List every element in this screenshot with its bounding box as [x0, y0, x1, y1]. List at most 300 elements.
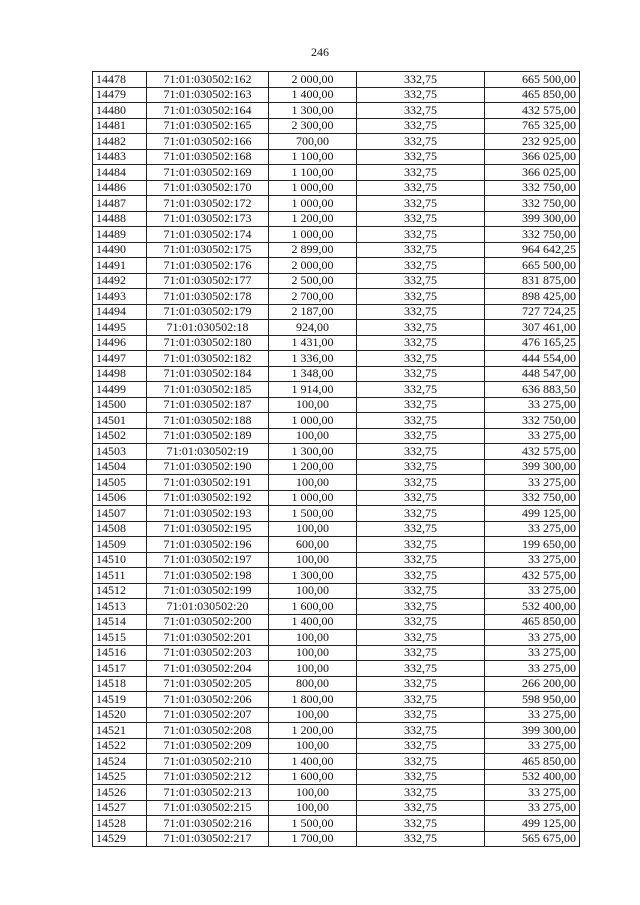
specific-value-cell: 332,75: [357, 320, 485, 336]
cadastral-value-cell: 465 850,00: [485, 614, 580, 630]
specific-value-cell: 332,75: [357, 459, 485, 475]
specific-value-cell: 332,75: [357, 444, 485, 460]
cadastral-number-cell: 71:01:030502:178: [147, 289, 269, 305]
cadastral-value-table: [92, 71, 580, 847]
table-body: [93, 72, 580, 847]
table-row: [93, 800, 580, 816]
specific-value-cell: 332,75: [357, 614, 485, 630]
area-cell: 1 700,00: [269, 831, 357, 847]
table-row: [93, 289, 580, 305]
cadastral-value-cell: 332 750,00: [485, 227, 580, 243]
specific-value-cell: 332,75: [357, 258, 485, 274]
specific-value-cell: 332,75: [357, 149, 485, 165]
area-cell: 1 300,00: [269, 444, 357, 460]
row-number-cell: 14508: [93, 521, 147, 537]
cadastral-value-cell: 399 300,00: [485, 459, 580, 475]
cadastral-number-cell: 71:01:030502:166: [147, 134, 269, 150]
cadastral-number-cell: 71:01:030502:192: [147, 490, 269, 506]
area-cell: 700,00: [269, 134, 357, 150]
cadastral-value-cell: 432 575,00: [485, 103, 580, 119]
row-number-cell: 14481: [93, 118, 147, 134]
specific-value-cell: 332,75: [357, 692, 485, 708]
cadastral-value-cell: 33 275,00: [485, 428, 580, 444]
cadastral-value-cell: 399 300,00: [485, 723, 580, 739]
table-row: [93, 738, 580, 754]
area-cell: 1 100,00: [269, 165, 357, 181]
area-cell: 2 500,00: [269, 273, 357, 289]
area-cell: 100,00: [269, 785, 357, 801]
specific-value-cell: 332,75: [357, 645, 485, 661]
cadastral-value-cell: 665 500,00: [485, 72, 580, 88]
specific-value-cell: 332,75: [357, 227, 485, 243]
cadastral-value-cell: 366 025,00: [485, 149, 580, 165]
area-cell: 1 914,00: [269, 382, 357, 398]
row-number-cell: 14511: [93, 568, 147, 584]
area-cell: 1 400,00: [269, 754, 357, 770]
row-number-cell: 14515: [93, 630, 147, 646]
row-number-cell: 14478: [93, 72, 147, 88]
cadastral-number-cell: 71:01:030502:170: [147, 180, 269, 196]
table-row: [93, 118, 580, 134]
specific-value-cell: 332,75: [357, 273, 485, 289]
row-number-cell: 14528: [93, 816, 147, 832]
row-number-cell: 14502: [93, 428, 147, 444]
row-number-cell: 14526: [93, 785, 147, 801]
table-row: [93, 149, 580, 165]
table-row: [93, 335, 580, 351]
table-row: [93, 583, 580, 599]
area-cell: 1 000,00: [269, 196, 357, 212]
area-cell: 1 000,00: [269, 490, 357, 506]
cadastral-number-cell: 71:01:030502:188: [147, 413, 269, 429]
cadastral-number-cell: 71:01:030502:207: [147, 707, 269, 723]
area-cell: 2 000,00: [269, 72, 357, 88]
table-row: [93, 552, 580, 568]
area-cell: 2 000,00: [269, 258, 357, 274]
row-number-cell: 14522: [93, 738, 147, 754]
row-number-cell: 14510: [93, 552, 147, 568]
cadastral-number-cell: 71:01:030502:200: [147, 614, 269, 630]
area-cell: 1 400,00: [269, 614, 357, 630]
area-cell: 1 800,00: [269, 692, 357, 708]
area-cell: 1 000,00: [269, 413, 357, 429]
area-cell: 1 000,00: [269, 227, 357, 243]
area-cell: 924,00: [269, 320, 357, 336]
cadastral-value-cell: 33 275,00: [485, 630, 580, 646]
cadastral-value-cell: 199 650,00: [485, 537, 580, 553]
specific-value-cell: 332,75: [357, 630, 485, 646]
cadastral-number-cell: 71:01:030502:163: [147, 87, 269, 103]
table-row: [93, 258, 580, 274]
cadastral-number-cell: 71:01:030502:168: [147, 149, 269, 165]
specific-value-cell: 332,75: [357, 754, 485, 770]
cadastral-value-cell: 448 547,00: [485, 366, 580, 382]
table-row: [93, 134, 580, 150]
cadastral-number-cell: 71:01:030502:199: [147, 583, 269, 599]
specific-value-cell: 332,75: [357, 831, 485, 847]
area-cell: 1 600,00: [269, 599, 357, 615]
table-row: [93, 645, 580, 661]
area-cell: 2 300,00: [269, 118, 357, 134]
row-number-cell: 14498: [93, 366, 147, 382]
cadastral-value-cell: 332 750,00: [485, 196, 580, 212]
cadastral-number-cell: 71:01:030502:20: [147, 599, 269, 615]
table-row: [93, 723, 580, 739]
table-row: [93, 614, 580, 630]
area-cell: 100,00: [269, 661, 357, 677]
specific-value-cell: 332,75: [357, 351, 485, 367]
cadastral-number-cell: 71:01:030502:216: [147, 816, 269, 832]
cadastral-number-cell: 71:01:030502:217: [147, 831, 269, 847]
specific-value-cell: 332,75: [357, 506, 485, 522]
row-number-cell: 14491: [93, 258, 147, 274]
cadastral-value-cell: 33 275,00: [485, 475, 580, 491]
area-cell: 2 899,00: [269, 242, 357, 258]
specific-value-cell: 332,75: [357, 180, 485, 196]
table-row: [93, 599, 580, 615]
cadastral-value-cell: 33 275,00: [485, 707, 580, 723]
row-number-cell: 14484: [93, 165, 147, 181]
row-number-cell: 14517: [93, 661, 147, 677]
row-number-cell: 14509: [93, 537, 147, 553]
table-row: [93, 413, 580, 429]
table-row: [93, 366, 580, 382]
row-number-cell: 14499: [93, 382, 147, 398]
cadastral-value-cell: 232 925,00: [485, 134, 580, 150]
specific-value-cell: 332,75: [357, 304, 485, 320]
cadastral-value-cell: 727 724,25: [485, 304, 580, 320]
area-cell: 1 500,00: [269, 816, 357, 832]
area-cell: 2 187,00: [269, 304, 357, 320]
row-number-cell: 14527: [93, 800, 147, 816]
table-row: [93, 397, 580, 413]
cadastral-value-cell: 33 275,00: [485, 661, 580, 677]
cadastral-value-cell: 598 950,00: [485, 692, 580, 708]
row-number-cell: 14512: [93, 583, 147, 599]
cadastral-number-cell: 71:01:030502:164: [147, 103, 269, 119]
table-row: [93, 630, 580, 646]
row-number-cell: 14492: [93, 273, 147, 289]
specific-value-cell: 332,75: [357, 428, 485, 444]
cadastral-number-cell: 71:01:030502:195: [147, 521, 269, 537]
row-number-cell: 14500: [93, 397, 147, 413]
table-row: [93, 506, 580, 522]
cadastral-value-cell: 831 875,00: [485, 273, 580, 289]
area-cell: 100,00: [269, 583, 357, 599]
row-number-cell: 14483: [93, 149, 147, 165]
row-number-cell: 14496: [93, 335, 147, 351]
cadastral-number-cell: 71:01:030502:173: [147, 211, 269, 227]
cadastral-value-cell: 332 750,00: [485, 180, 580, 196]
cadastral-value-cell: 476 165,25: [485, 335, 580, 351]
cadastral-number-cell: 71:01:030502:18: [147, 320, 269, 336]
specific-value-cell: 332,75: [357, 211, 485, 227]
specific-value-cell: 332,75: [357, 72, 485, 88]
area-cell: 100,00: [269, 552, 357, 568]
specific-value-cell: 332,75: [357, 769, 485, 785]
row-number-cell: 14520: [93, 707, 147, 723]
area-cell: 1 000,00: [269, 180, 357, 196]
specific-value-cell: 332,75: [357, 335, 485, 351]
area-cell: 600,00: [269, 537, 357, 553]
table-row: [93, 568, 580, 584]
specific-value-cell: 332,75: [357, 289, 485, 305]
row-number-cell: 14524: [93, 754, 147, 770]
cadastral-value-cell: 432 575,00: [485, 444, 580, 460]
table-row: [93, 707, 580, 723]
row-number-cell: 14489: [93, 227, 147, 243]
specific-value-cell: 332,75: [357, 568, 485, 584]
row-number-cell: 14518: [93, 676, 147, 692]
cadastral-number-cell: 71:01:030502:196: [147, 537, 269, 553]
specific-value-cell: 332,75: [357, 118, 485, 134]
cadastral-value-cell: 332 750,00: [485, 413, 580, 429]
specific-value-cell: 332,75: [357, 723, 485, 739]
row-number-cell: 14480: [93, 103, 147, 119]
row-number-cell: 14497: [93, 351, 147, 367]
row-number-cell: 14482: [93, 134, 147, 150]
cadastral-number-cell: 71:01:030502:177: [147, 273, 269, 289]
area-cell: 1 100,00: [269, 149, 357, 165]
row-number-cell: 14503: [93, 444, 147, 460]
cadastral-value-cell: 33 275,00: [485, 738, 580, 754]
area-cell: 100,00: [269, 475, 357, 491]
cadastral-number-cell: 71:01:030502:204: [147, 661, 269, 677]
cadastral-number-cell: 71:01:030502:187: [147, 397, 269, 413]
cadastral-value-cell: 366 025,00: [485, 165, 580, 181]
cadastral-number-cell: 71:01:030502:210: [147, 754, 269, 770]
area-cell: 100,00: [269, 707, 357, 723]
cadastral-number-cell: 71:01:030502:174: [147, 227, 269, 243]
row-number-cell: 14525: [93, 769, 147, 785]
table-row: [93, 242, 580, 258]
cadastral-value-cell: 532 400,00: [485, 599, 580, 615]
specific-value-cell: 332,75: [357, 676, 485, 692]
cadastral-value-cell: 565 675,00: [485, 831, 580, 847]
specific-value-cell: 332,75: [357, 707, 485, 723]
row-number-cell: 14513: [93, 599, 147, 615]
row-number-cell: 14486: [93, 180, 147, 196]
table-row: [93, 180, 580, 196]
cadastral-value-cell: 33 275,00: [485, 552, 580, 568]
cadastral-value-cell: 432 575,00: [485, 568, 580, 584]
cadastral-number-cell: 71:01:030502:184: [147, 366, 269, 382]
cadastral-number-cell: 71:01:030502:165: [147, 118, 269, 134]
row-number-cell: 14490: [93, 242, 147, 258]
specific-value-cell: 332,75: [357, 800, 485, 816]
table-row: [93, 692, 580, 708]
row-number-cell: 14516: [93, 645, 147, 661]
cadastral-value-cell: 665 500,00: [485, 258, 580, 274]
table-row: [93, 816, 580, 832]
specific-value-cell: 332,75: [357, 552, 485, 568]
table-row: [93, 87, 580, 103]
table-row: [93, 351, 580, 367]
area-cell: 1 400,00: [269, 87, 357, 103]
cadastral-number-cell: 71:01:030502:176: [147, 258, 269, 274]
row-number-cell: 14488: [93, 211, 147, 227]
area-cell: 1 431,00: [269, 335, 357, 351]
cadastral-number-cell: 71:01:030502:208: [147, 723, 269, 739]
row-number-cell: 14505: [93, 475, 147, 491]
specific-value-cell: 332,75: [357, 382, 485, 398]
specific-value-cell: 332,75: [357, 738, 485, 754]
area-cell: 1 300,00: [269, 568, 357, 584]
specific-value-cell: 332,75: [357, 521, 485, 537]
table-row: [93, 165, 580, 181]
area-cell: 100,00: [269, 521, 357, 537]
area-cell: 100,00: [269, 800, 357, 816]
specific-value-cell: 332,75: [357, 87, 485, 103]
area-cell: 1 500,00: [269, 506, 357, 522]
cadastral-number-cell: 71:01:030502:162: [147, 72, 269, 88]
cadastral-number-cell: 71:01:030502:189: [147, 428, 269, 444]
area-cell: 100,00: [269, 397, 357, 413]
specific-value-cell: 332,75: [357, 103, 485, 119]
table-row: [93, 785, 580, 801]
cadastral-value-cell: 33 275,00: [485, 645, 580, 661]
table-row: [93, 459, 580, 475]
row-number-cell: 14514: [93, 614, 147, 630]
area-cell: 1 300,00: [269, 103, 357, 119]
area-cell: 100,00: [269, 738, 357, 754]
area-cell: 1 336,00: [269, 351, 357, 367]
cadastral-value-cell: 33 275,00: [485, 397, 580, 413]
cadastral-number-cell: 71:01:030502:209: [147, 738, 269, 754]
cadastral-value-cell: 898 425,00: [485, 289, 580, 305]
specific-value-cell: 332,75: [357, 397, 485, 413]
table-row: [93, 769, 580, 785]
specific-value-cell: 332,75: [357, 537, 485, 553]
specific-value-cell: 332,75: [357, 475, 485, 491]
table-row: [93, 196, 580, 212]
cadastral-number-cell: 71:01:030502:182: [147, 351, 269, 367]
specific-value-cell: 332,75: [357, 134, 485, 150]
cadastral-value-cell: 33 275,00: [485, 583, 580, 599]
cadastral-number-cell: 71:01:030502:213: [147, 785, 269, 801]
table-row: [93, 444, 580, 460]
cadastral-number-cell: 71:01:030502:19: [147, 444, 269, 460]
cadastral-value-cell: 636 883,50: [485, 382, 580, 398]
area-cell: 1 600,00: [269, 769, 357, 785]
specific-value-cell: 332,75: [357, 413, 485, 429]
row-number-cell: 14506: [93, 490, 147, 506]
cadastral-value-cell: 266 200,00: [485, 676, 580, 692]
specific-value-cell: 332,75: [357, 816, 485, 832]
table-row: [93, 537, 580, 553]
cadastral-number-cell: 71:01:030502:212: [147, 769, 269, 785]
cadastral-value-cell: 532 400,00: [485, 769, 580, 785]
table-row: [93, 72, 580, 88]
cadastral-number-cell: 71:01:030502:206: [147, 692, 269, 708]
page-number: 246: [311, 45, 329, 59]
row-number-cell: 14501: [93, 413, 147, 429]
area-cell: 1 200,00: [269, 211, 357, 227]
cadastral-number-cell: 71:01:030502:175: [147, 242, 269, 258]
cadastral-value-cell: 307 461,00: [485, 320, 580, 336]
table-row: [93, 475, 580, 491]
area-cell: 1 200,00: [269, 723, 357, 739]
cadastral-value-cell: 499 125,00: [485, 816, 580, 832]
cadastral-value-cell: 33 275,00: [485, 521, 580, 537]
area-cell: 1 200,00: [269, 459, 357, 475]
table-row: [93, 428, 580, 444]
cadastral-value-cell: 33 275,00: [485, 785, 580, 801]
cadastral-number-cell: 71:01:030502:172: [147, 196, 269, 212]
cadastral-value-cell: 765 325,00: [485, 118, 580, 134]
specific-value-cell: 332,75: [357, 165, 485, 181]
cadastral-number-cell: 71:01:030502:198: [147, 568, 269, 584]
specific-value-cell: 332,75: [357, 196, 485, 212]
row-number-cell: 14479: [93, 87, 147, 103]
area-cell: 1 348,00: [269, 366, 357, 382]
cadastral-number-cell: 71:01:030502:193: [147, 506, 269, 522]
table-row: [93, 490, 580, 506]
cadastral-number-cell: 71:01:030502:203: [147, 645, 269, 661]
row-number-cell: 14493: [93, 289, 147, 305]
area-cell: 100,00: [269, 630, 357, 646]
cadastral-number-cell: 71:01:030502:179: [147, 304, 269, 320]
cadastral-value-cell: 444 554,00: [485, 351, 580, 367]
area-cell: 100,00: [269, 428, 357, 444]
table-row: [93, 754, 580, 770]
cadastral-number-cell: 71:01:030502:180: [147, 335, 269, 351]
specific-value-cell: 332,75: [357, 242, 485, 258]
row-number-cell: 14494: [93, 304, 147, 320]
cadastral-value-cell: 33 275,00: [485, 800, 580, 816]
cadastral-value-cell: 465 850,00: [485, 87, 580, 103]
table-row: [93, 211, 580, 227]
cadastral-number-cell: 71:01:030502:185: [147, 382, 269, 398]
row-number-cell: 14504: [93, 459, 147, 475]
cadastral-number-cell: 71:01:030502:190: [147, 459, 269, 475]
table-row: [93, 521, 580, 537]
row-number-cell: 14487: [93, 196, 147, 212]
specific-value-cell: 332,75: [357, 599, 485, 615]
specific-value-cell: 332,75: [357, 785, 485, 801]
row-number-cell: 14521: [93, 723, 147, 739]
table-row: [93, 103, 580, 119]
table-row: [93, 676, 580, 692]
row-number-cell: 14495: [93, 320, 147, 336]
cadastral-value-cell: 465 850,00: [485, 754, 580, 770]
cadastral-number-cell: 71:01:030502:215: [147, 800, 269, 816]
row-number-cell: 14529: [93, 831, 147, 847]
cadastral-number-cell: 71:01:030502:191: [147, 475, 269, 491]
cadastral-value-cell: 399 300,00: [485, 211, 580, 227]
area-cell: 2 700,00: [269, 289, 357, 305]
cadastral-number-cell: 71:01:030502:205: [147, 676, 269, 692]
cadastral-value-cell: 964 642,25: [485, 242, 580, 258]
cadastral-number-cell: 71:01:030502:201: [147, 630, 269, 646]
specific-value-cell: 332,75: [357, 583, 485, 599]
specific-value-cell: 332,75: [357, 366, 485, 382]
row-number-cell: 14519: [93, 692, 147, 708]
table-row: [93, 661, 580, 677]
table-row: [93, 382, 580, 398]
table-row: [93, 227, 580, 243]
table-row: [93, 831, 580, 847]
area-cell: 100,00: [269, 645, 357, 661]
cadastral-number-cell: 71:01:030502:169: [147, 165, 269, 181]
table-row: [93, 273, 580, 289]
table-row: [93, 304, 580, 320]
area-cell: 800,00: [269, 676, 357, 692]
cadastral-value-cell: 332 750,00: [485, 490, 580, 506]
row-number-cell: 14507: [93, 506, 147, 522]
cadastral-number-cell: 71:01:030502:197: [147, 552, 269, 568]
specific-value-cell: 332,75: [357, 661, 485, 677]
